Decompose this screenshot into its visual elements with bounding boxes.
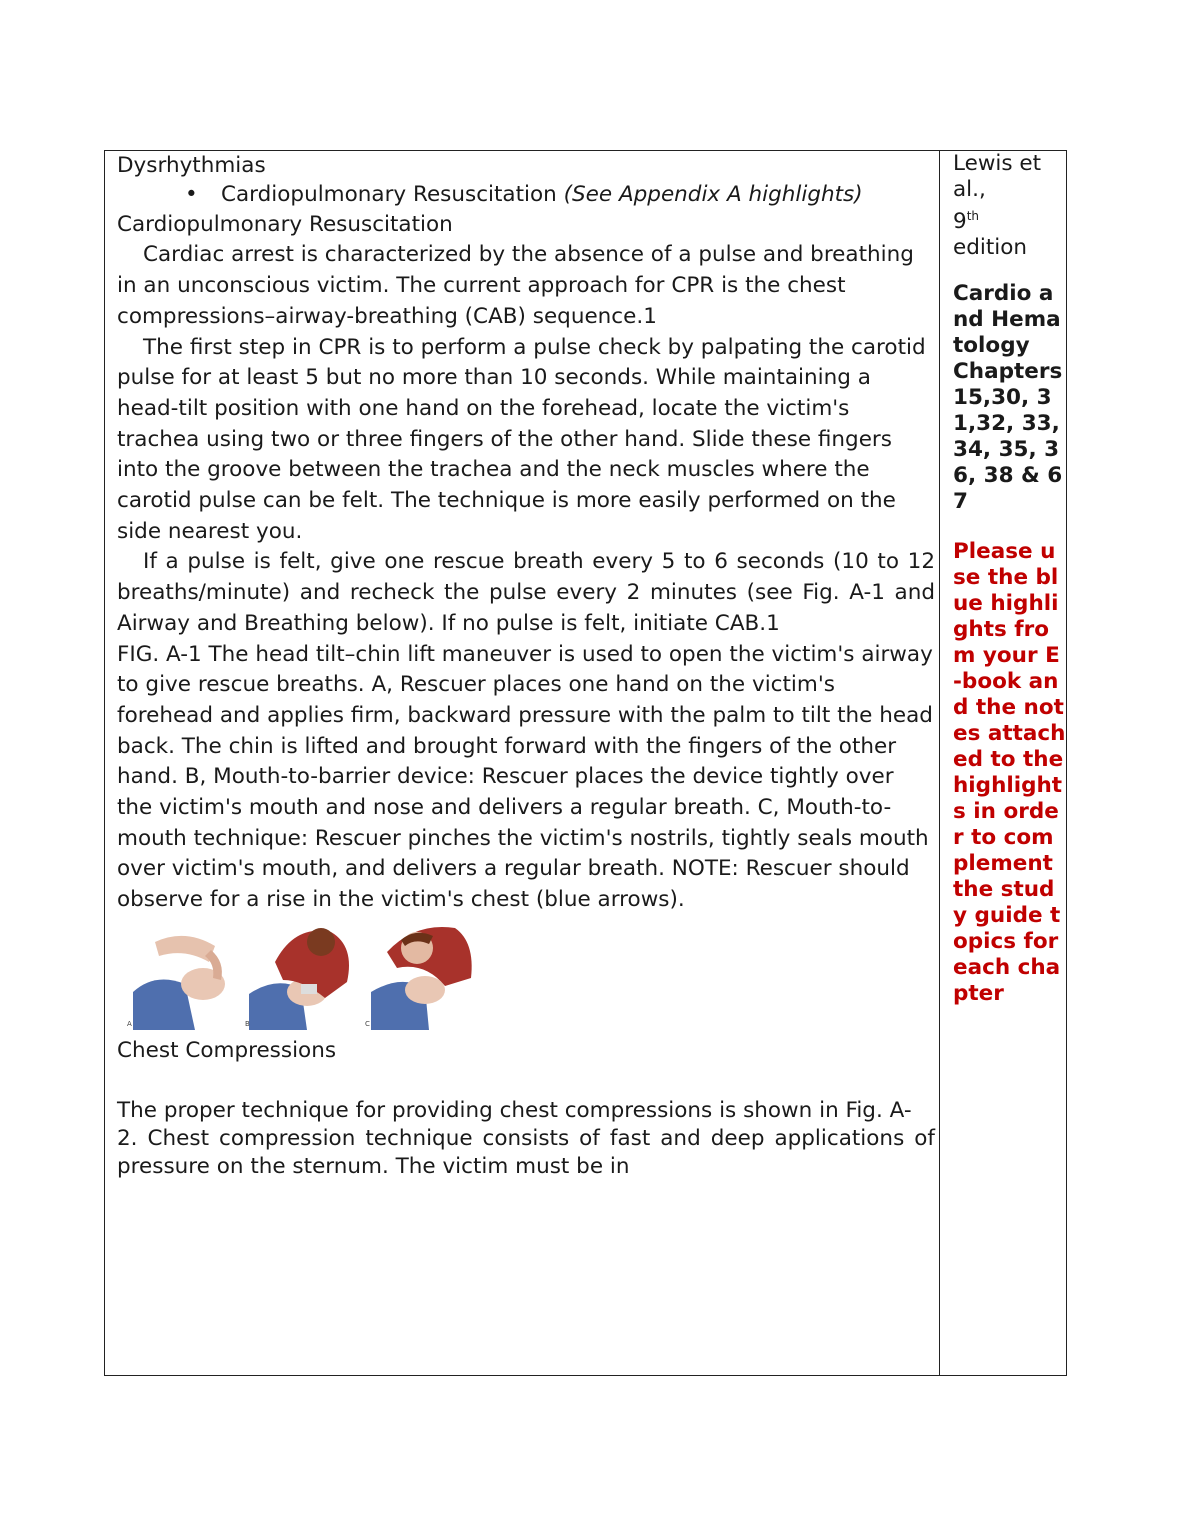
section-heading: Dysrhythmias bbox=[117, 153, 266, 178]
bullet-item bbox=[117, 182, 935, 208]
cpr-illustration bbox=[125, 922, 475, 1032]
spacer bbox=[117, 1067, 935, 1097]
cpr-figure bbox=[125, 922, 475, 1032]
paragraph-technique: The proper technique for providing chest compressions is shown in Fig. A- bbox=[117, 1097, 912, 1123]
bullet-italic: (See Appendix A highlights) bbox=[563, 181, 863, 207]
chest-compressions-heading: Chest Compressions bbox=[117, 1037, 337, 1063]
chapters-list: Chapters 15,30, 31,32, 33, 34, 35, 36, 38 & 67 bbox=[953, 359, 1063, 515]
reference-edition bbox=[953, 203, 1067, 261]
figure-caption: FIG. A-1 The head tilt–chin lift maneuver is used to open the victim's airway to give rescue breaths. A, Rescuer places one hand on the victim's forehead and applies firm, backward pressure with the palm to tilt the head back. The chin is lifted and brought forward with the fingers of the other hand. B, Mouth-to-barrier device: Rescuer places the device tightly over the victim's mouth and nose and delivers a regular breath. C, Mouth-to-mouth technique: Rescuer pinches the victim's nostrils, tightly seals mouth over victim's mouth, and delivers a regular breath. NOTE: Rescuer should observe for a rise in the victim's chest (blue arrows). bbox=[117, 641, 933, 913]
panel-b bbox=[249, 928, 349, 1030]
bullet-text: Cardiopulmonary Resuscitation bbox=[221, 181, 564, 207]
bullet-icon: • bbox=[185, 181, 198, 207]
paragraph-pulse-check: The first step in CPR is to perform a pulse check by palpating the carotid pulse for at least 5 but no more than 10 seconds. While maintaining a head-tilt position with one hand on the forehead, locate the victim's trachea using two or three fingers of the other hand. Slide these fingers into the groove between the trachea and the neck muscles where the carotid pulse can be felt. The technique is more easily performed on the side nearest you. bbox=[117, 334, 926, 544]
main-cell bbox=[117, 151, 935, 1181]
highlight-note: Please use the blue highlights from your E-book and the notes attached to the highlights in order to complement the study guide topics for each chapter bbox=[953, 539, 1066, 1007]
panel-c bbox=[371, 927, 472, 1030]
paragraph-cardiac-arrest: Cardiac arrest is characterized by the absence of a pulse and breathing in an unconscious victim. The current approach for CPR is the chest compressions–airway-breathing (CAB) sequence.1 bbox=[117, 242, 914, 329]
column-divider bbox=[939, 151, 940, 1375]
paragraph-compression: 2. Chest compression technique consists of fast and deep applications of pressure on the sternum. The victim must be in bbox=[117, 1125, 935, 1179]
subheading: Cardiopulmonary Resuscitation bbox=[117, 211, 453, 237]
panel-a bbox=[125, 922, 241, 1030]
edition-number: 9 bbox=[953, 209, 967, 235]
figure-label-a: A bbox=[127, 1019, 132, 1028]
figure-label-c: C bbox=[365, 1019, 370, 1028]
side-cell bbox=[953, 151, 1067, 1007]
figure-label-b: B bbox=[245, 1019, 250, 1028]
content-table bbox=[104, 150, 1067, 1376]
paragraph-rescue-breath: If a pulse is felt, give one rescue breath every 5 to 6 seconds (10 to 12 breaths/minute) and recheck the pulse every 2 minutes (see Fig. A-1 and Airway and Breathing below). If no pulse is felt, initiate CAB.1 bbox=[117, 549, 935, 636]
edition-word: edition bbox=[953, 235, 1028, 261]
chapters-title: Cardio and Hematology bbox=[953, 281, 1061, 359]
reference-author: Lewis et al., bbox=[953, 151, 1042, 202]
edition-suffix: th bbox=[966, 209, 979, 223]
